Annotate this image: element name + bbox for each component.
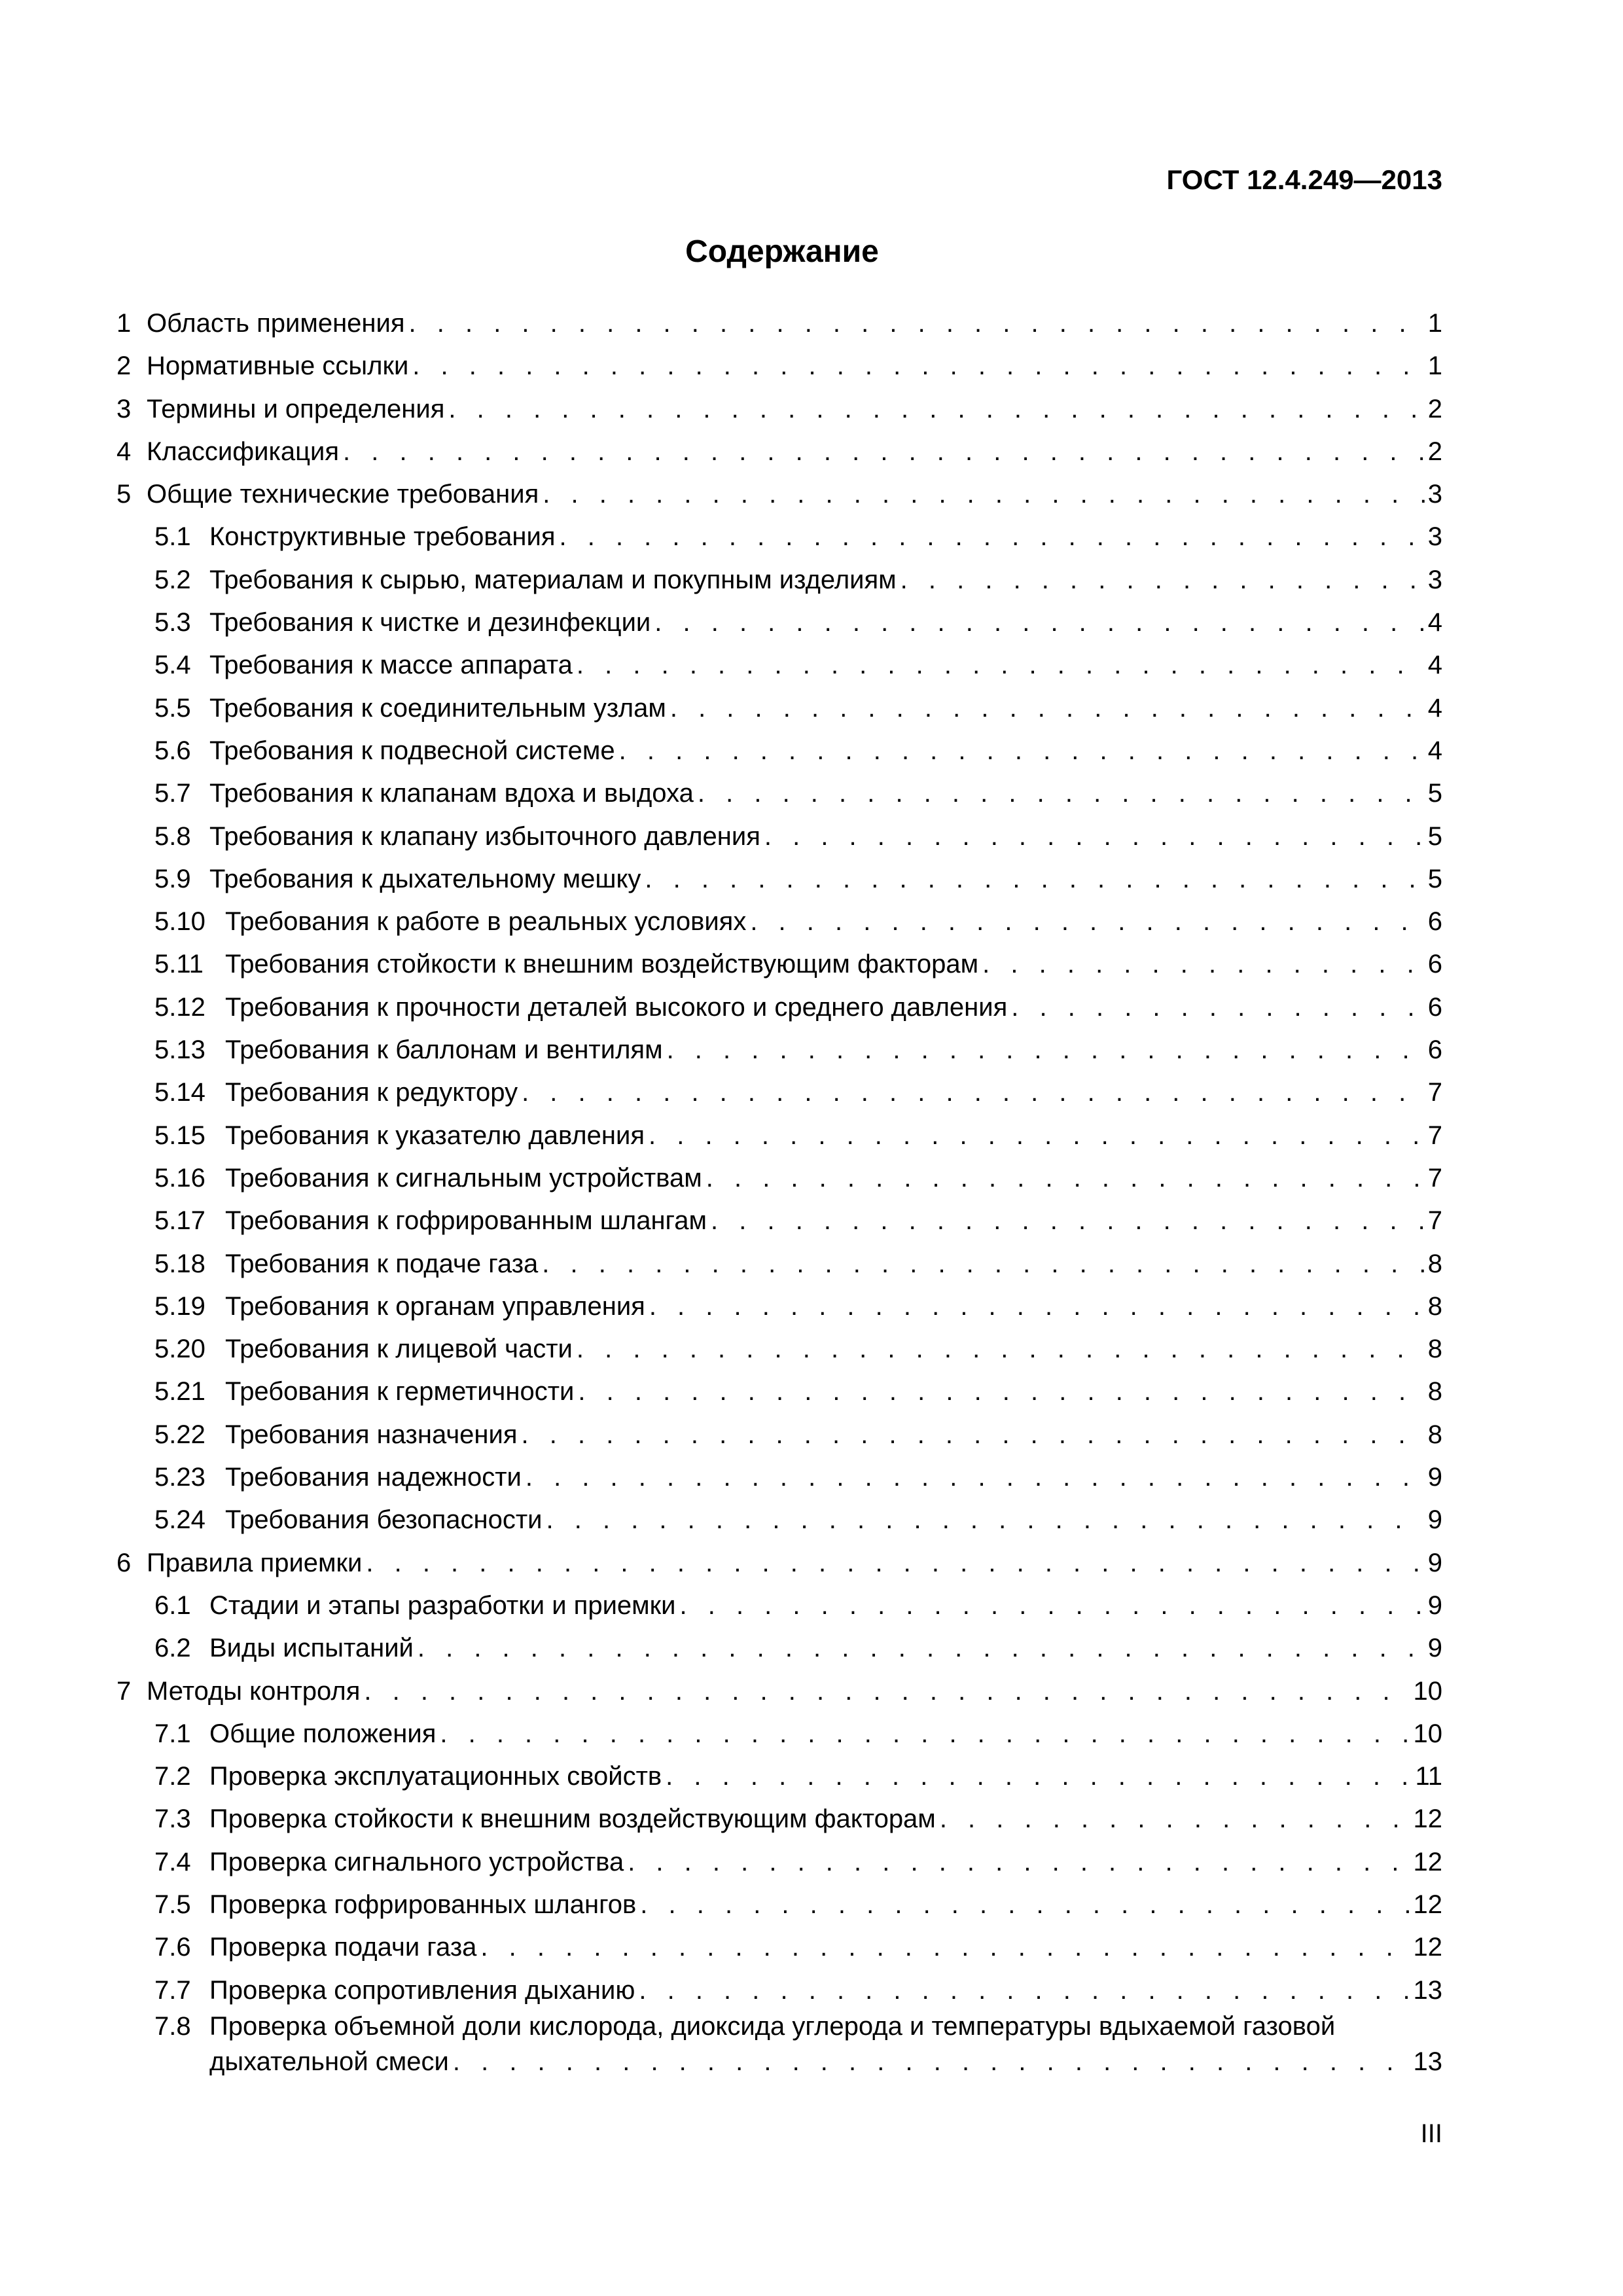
toc-entry-number: 2	[116, 351, 132, 381]
toc-entry	[116, 1884, 1442, 1926]
toc-entry-number: 5.23	[154, 1463, 205, 1492]
toc-entry-page: 12	[1413, 1933, 1442, 1962]
toc-entry-page: 7	[1427, 1206, 1442, 1236]
toc-entry-page: 8	[1427, 1420, 1442, 1449]
toc-entry-body	[209, 1969, 1442, 2012]
toc-entry-page: 9	[1427, 1548, 1442, 1577]
toc-entry-number: 5.3	[154, 608, 191, 637]
dot-leader	[750, 901, 1425, 943]
toc-entry	[116, 516, 1442, 558]
toc-entry-number: 5.6	[154, 736, 191, 765]
dot-leader	[526, 1456, 1425, 1499]
toc-entry-title: Требования безопасности	[225, 1499, 546, 1541]
table-of-contents	[116, 302, 1442, 2084]
toc-entry-body	[209, 1841, 1442, 1884]
toc-entry-number: 1	[116, 309, 132, 338]
dot-leader	[546, 1499, 1425, 1541]
toc-entry-title: Требования к чистке и дезинфекции	[209, 601, 654, 644]
toc-entry-page: 6	[1427, 907, 1442, 937]
toc-entry-body	[225, 1328, 1442, 1371]
toc-entry-body	[209, 772, 1442, 815]
toc-entry-number: 5.19	[154, 1291, 205, 1321]
dot-leader	[640, 1884, 1410, 1926]
toc-entry-page: 2	[1427, 394, 1442, 423]
dot-leader	[480, 1926, 1410, 1969]
dot-leader	[453, 2045, 1411, 2079]
toc-entry-number: 7.7	[154, 1975, 191, 2005]
toc-entry	[116, 644, 1442, 687]
dot-leader	[448, 388, 1425, 431]
toc-entry-body	[225, 1499, 1442, 1541]
toc-entry-page: 7	[1427, 1078, 1442, 1107]
dot-leader	[522, 1071, 1425, 1114]
toc-entry-number: 5.18	[154, 1249, 205, 1278]
toc-entry-body	[225, 1115, 1442, 1157]
toc-entry-number: 7	[116, 1676, 132, 1706]
dot-leader	[670, 687, 1425, 730]
toc-entry-page: 13	[1413, 1975, 1442, 2005]
toc-entry-page: 3	[1427, 565, 1442, 594]
dot-leader	[522, 1414, 1425, 1456]
toc-entry	[116, 1414, 1442, 1456]
dot-leader	[645, 858, 1425, 901]
dot-leader	[649, 1115, 1425, 1157]
toc-entry	[116, 1585, 1442, 1627]
toc-entry	[116, 1071, 1442, 1114]
toc-entry-title: Проверка сопротивления дыханию	[209, 1969, 639, 2012]
toc-entry-page: 3	[1427, 522, 1442, 552]
toc-entry-page: 5	[1427, 864, 1442, 893]
toc-entry-page: 12	[1413, 1804, 1442, 1834]
toc-entry-body	[209, 1755, 1442, 1798]
toc-entry-body	[147, 1670, 1442, 1713]
toc-entry-body	[225, 1456, 1442, 1499]
dot-leader	[711, 1200, 1425, 1242]
toc-entry-number: 5.16	[154, 1163, 205, 1193]
toc-entry	[116, 858, 1442, 901]
dot-leader	[409, 302, 1425, 345]
toc-entry	[116, 1371, 1442, 1413]
toc-entry-title: Область применения	[147, 302, 409, 345]
toc-entry	[116, 1285, 1442, 1328]
toc-entry-number: 7.5	[154, 1890, 191, 1919]
toc-entry-page: 4	[1427, 651, 1442, 680]
toc-entry-body	[147, 431, 1442, 473]
toc-entry-number: 5.17	[154, 1206, 205, 1236]
dot-leader	[654, 601, 1425, 644]
toc-entry	[116, 816, 1442, 858]
toc-entry-title: Требования к органам управления	[225, 1285, 649, 1328]
toc-entry-title: Требования к баллонам и вентилям	[225, 1029, 667, 1071]
toc-entry-title-line1: Проверка объемной доли кислорода, диоксида углерода и температуры вдыхаемой газовой	[209, 2011, 1336, 2041]
toc-entry-title: Методы контроля	[147, 1670, 364, 1713]
toc-entry-title: Нормативные ссылки	[147, 345, 412, 387]
toc-entry-number: 7.2	[154, 1762, 191, 1791]
dot-leader	[559, 516, 1425, 558]
toc-entry-body	[225, 1371, 1442, 1413]
toc-entry	[116, 1969, 1442, 2012]
toc-entry-page: 9	[1427, 1590, 1442, 1620]
toc-entry-number: 5.5	[154, 693, 191, 723]
toc-entry-body	[225, 1071, 1442, 1114]
dot-leader	[418, 1627, 1425, 1670]
toc-entry-number: 5.9	[154, 864, 191, 893]
toc-entry-body	[209, 1627, 1442, 1670]
toc-entry-body	[225, 1285, 1442, 1328]
toc-entry-title: Требования к прочности деталей высокого и среднего давления	[225, 986, 1011, 1029]
toc-entry-number: 6.1	[154, 1590, 191, 1620]
toc-entry	[116, 388, 1442, 431]
dot-leader	[412, 345, 1425, 387]
toc-entry-body	[225, 1414, 1442, 1456]
toc-entry	[116, 1499, 1442, 1541]
toc-entry-page: 5	[1427, 779, 1442, 808]
toc-entry-number: 5.20	[154, 1335, 205, 1364]
dot-leader	[366, 1542, 1425, 1585]
toc-entry-page: 12	[1413, 1847, 1442, 1876]
toc-entry-page: 12	[1413, 1890, 1442, 1919]
toc-entry-page: 7	[1427, 1121, 1442, 1150]
toc-entry-body	[209, 687, 1442, 730]
dot-leader	[364, 1670, 1410, 1713]
toc-entry-number: 7.6	[154, 1933, 191, 1962]
toc-entry-body	[209, 816, 1442, 858]
toc-entry-number: 6	[116, 1548, 132, 1577]
toc-entry-number: 5.11	[154, 950, 204, 979]
toc-entry-body	[225, 1200, 1442, 1242]
toc-entry-title: Общие технические требования	[147, 473, 543, 516]
page-number: III	[1420, 2119, 1442, 2148]
toc-entry-title: Требования к герметичности	[225, 1371, 578, 1413]
toc-entry	[116, 1627, 1442, 1670]
toc-entry-title: Проверка подачи газа	[209, 1926, 480, 1969]
toc-entry-title: Проверка стойкости к внешним воздействующим факторам	[209, 1798, 940, 1840]
toc-entry	[116, 431, 1442, 473]
toc-entry	[116, 302, 1442, 345]
toc-entry-body	[209, 1884, 1442, 1926]
toc-entry-title: Требования к клапанам вдоха и выдоха	[209, 772, 698, 815]
dot-leader	[639, 1969, 1410, 2012]
toc-entry-page: 9	[1427, 1634, 1442, 1663]
toc-entry-title: Требования назначения	[225, 1414, 522, 1456]
toc-entry	[116, 345, 1442, 387]
toc-entry-title: Проверка гофрированных шлангов	[209, 1884, 640, 1926]
toc-entry-body	[225, 943, 1442, 986]
toc-entry-number: 5.21	[154, 1377, 205, 1407]
toc-entry-body	[147, 1542, 1442, 1585]
toc-entry-body	[225, 1029, 1442, 1071]
toc-entry-title: Проверка эксплуатационных свойств	[209, 1755, 666, 1798]
toc-entry-number: 5.7	[154, 779, 191, 808]
toc-entry-page: 4	[1427, 736, 1442, 765]
toc-entry-page: 3	[1427, 480, 1442, 509]
dot-leader	[577, 1328, 1425, 1371]
toc-entry-page: 6	[1427, 1035, 1442, 1065]
toc-entry	[116, 772, 1442, 815]
toc-entry-number: 6.2	[154, 1634, 191, 1663]
toc-entry-body	[209, 1798, 1442, 1840]
toc-entry-body	[209, 1713, 1442, 1755]
toc-entry	[116, 1115, 1442, 1157]
toc-entry-title: Требования к подаче газа	[225, 1243, 542, 1285]
toc-entry-title: Требования к клапану избыточного давления	[209, 816, 764, 858]
toc-entry-number: 5.22	[154, 1420, 205, 1449]
toc-entry	[116, 1243, 1442, 1285]
toc-entry-title: Требования к сырью, материалам и покупным изделиям	[209, 559, 901, 601]
toc-entry-body	[225, 1243, 1442, 1285]
toc-entry	[116, 1670, 1442, 1713]
toc-entry-title: дыхательной смеси	[209, 2045, 453, 2079]
toc-entry-number: 5.24	[154, 1505, 205, 1535]
toc-entry-page: 13	[1413, 2047, 1442, 2076]
toc-entry	[116, 2012, 1442, 2084]
toc-entry-page: 11	[1415, 1762, 1442, 1791]
toc-entry-title: Требования стойкости к внешним воздействующим факторам	[225, 943, 982, 986]
toc-entry-body	[147, 302, 1442, 345]
toc-entry	[116, 1200, 1442, 1242]
toc-entry	[116, 687, 1442, 730]
toc-entry	[116, 1328, 1442, 1371]
toc-entry-title: Термины и определения	[147, 388, 448, 431]
toc-entry-number: 5.4	[154, 651, 191, 680]
toc-entry-body	[225, 1157, 1442, 1200]
toc-entry	[116, 901, 1442, 943]
toc-entry	[116, 1755, 1442, 1798]
toc-entry-body	[225, 901, 1442, 943]
toc-entry-body	[209, 559, 1442, 601]
toc-entry-body	[225, 986, 1442, 1029]
dot-leader	[764, 816, 1425, 858]
dot-leader	[578, 1371, 1425, 1413]
toc-entry-page: 10	[1413, 1676, 1442, 1706]
toc-entry	[116, 986, 1442, 1029]
toc-entry-title: Виды испытаний	[209, 1627, 418, 1670]
toc-entry-body	[147, 345, 1442, 387]
toc-entry-page: 4	[1427, 693, 1442, 723]
toc-entry-page: 8	[1427, 1291, 1442, 1321]
dot-leader	[940, 1798, 1411, 1840]
toc-entry	[116, 559, 1442, 601]
dot-leader	[440, 1713, 1410, 1755]
toc-entry-body	[209, 601, 1442, 644]
dot-leader	[982, 943, 1425, 986]
dot-leader	[543, 473, 1425, 516]
toc-entry-number: 7.1	[154, 1719, 191, 1748]
dot-leader	[706, 1157, 1425, 1200]
toc-entry-body	[209, 858, 1442, 901]
toc-entry-title: Правила приемки	[147, 1542, 366, 1585]
toc-entry-number: 7.8	[154, 2011, 191, 2041]
toc-entry-page: 7	[1427, 1163, 1442, 1193]
toc-entry-page: 8	[1427, 1377, 1442, 1407]
toc-entry-number: 5	[116, 480, 132, 509]
toc-entry-page: 9	[1427, 1505, 1442, 1535]
dot-leader	[619, 730, 1425, 772]
toc-entry	[116, 1798, 1442, 1840]
toc-entry	[116, 1542, 1442, 1585]
toc-entry	[116, 943, 1442, 986]
toc-entry-number: 5.14	[154, 1078, 205, 1107]
toc-entry-title: Требования к соединительным узлам	[209, 687, 670, 730]
dot-leader	[577, 644, 1425, 687]
dot-leader	[698, 772, 1425, 815]
toc-entry-page: 6	[1427, 992, 1442, 1022]
toc-entry	[116, 1157, 1442, 1200]
toc-entry-title: Общие положения	[209, 1713, 440, 1755]
toc-entry-title: Требования к дыхательному мешку	[209, 858, 645, 901]
toc-entry-body	[209, 1926, 1442, 1969]
toc-entry-number: 3	[116, 394, 132, 423]
toc-entry-number: 5.13	[154, 1035, 205, 1065]
toc-entry-number: 7.4	[154, 1847, 191, 1876]
toc-entry	[116, 730, 1442, 772]
toc-entry	[116, 473, 1442, 516]
toc-entry-number: 5.15	[154, 1121, 205, 1150]
toc-entry-number: 5.10	[154, 907, 205, 937]
toc-entry	[116, 1029, 1442, 1071]
toc-entry-title: Требования к подвесной системе	[209, 730, 619, 772]
toc-entry	[116, 1841, 1442, 1884]
toc-entry-page: 1	[1427, 351, 1442, 381]
dot-leader	[542, 1243, 1425, 1285]
toc-entry-title: Требования к сигнальным устройствам	[225, 1157, 706, 1200]
toc-entry-body	[209, 2045, 1442, 2079]
toc-entry-body	[209, 516, 1442, 558]
toc-entry-title: Требования к лицевой части	[225, 1328, 577, 1371]
toc-entry	[116, 601, 1442, 644]
toc-entry-body	[209, 730, 1442, 772]
toc-entry	[116, 1926, 1442, 1969]
dot-leader	[1011, 986, 1425, 1029]
dot-leader	[649, 1285, 1425, 1328]
toc-entry-page: 8	[1427, 1335, 1442, 1364]
dot-leader	[628, 1841, 1410, 1884]
dot-leader	[901, 559, 1425, 601]
toc-entry-number: 5.1	[154, 522, 191, 552]
toc-title: Содержание	[685, 234, 879, 269]
toc-entry-title: Проверка сигнального устройства	[209, 1841, 628, 1884]
toc-entry-page: 4	[1427, 608, 1442, 637]
toc-entry-page: 5	[1427, 821, 1442, 851]
toc-entry-body	[209, 644, 1442, 687]
toc-entry-page: 2	[1427, 437, 1442, 466]
toc-entry-title: Требования к редуктору	[225, 1071, 522, 1114]
toc-entry	[116, 1456, 1442, 1499]
toc-entry-title: Конструктивные требования	[209, 516, 559, 558]
toc-entry-page: 8	[1427, 1249, 1442, 1278]
toc-entry-number: 7.3	[154, 1804, 191, 1834]
toc-entry-number: 5.12	[154, 992, 205, 1022]
toc-entry-page: 6	[1427, 950, 1442, 979]
toc-entry-title: Требования к указателю давления	[225, 1115, 649, 1157]
toc-entry-number: 4	[116, 437, 132, 466]
toc-entry-number: 5.2	[154, 565, 191, 594]
dot-leader	[667, 1029, 1425, 1071]
toc-entry-body	[147, 473, 1442, 516]
dot-leader	[343, 431, 1425, 473]
dot-leader	[666, 1755, 1412, 1798]
toc-entry-page: 10	[1413, 1719, 1442, 1748]
toc-entry-title: Требования к гофрированным шлангам	[225, 1200, 711, 1242]
toc-entry-title: Требования к массе аппарата	[209, 644, 577, 687]
toc-entry-body	[209, 1585, 1442, 1627]
dot-leader	[680, 1585, 1425, 1627]
toc-entry-body	[147, 388, 1442, 431]
toc-entry	[116, 1713, 1442, 1755]
toc-entry-page: 1	[1427, 309, 1442, 338]
toc-entry-title: Требования надежности	[225, 1456, 526, 1499]
toc-entry-title: Классификация	[147, 431, 343, 473]
toc-entry-page: 9	[1427, 1463, 1442, 1492]
standard-code: ГОСТ 12.4.249—2013	[1166, 164, 1442, 195]
toc-entry-number: 5.8	[154, 821, 191, 851]
toc-entry-title: Требования к работе в реальных условиях	[225, 901, 750, 943]
toc-entry-title: Стадии и этапы разработки и приемки	[209, 1585, 680, 1627]
